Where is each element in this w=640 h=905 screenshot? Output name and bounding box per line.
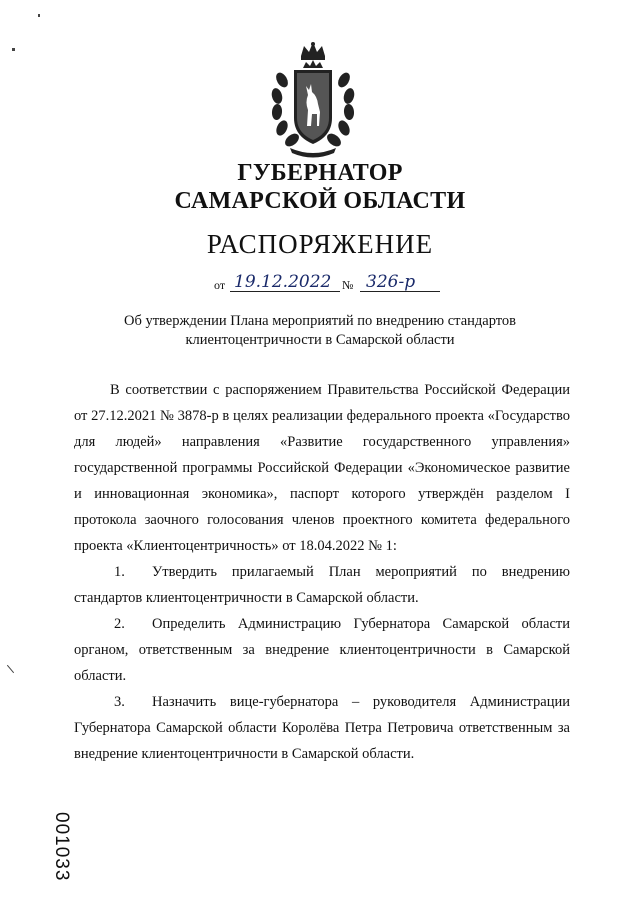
item-text: Утвердить прилагаемый План мероприятий по внедрению стандартов клиентоцентричности в Самарской области. xyxy=(74,564,570,606)
margin-registration-number: 001033 xyxy=(51,812,72,882)
document-date: 19.12.2022 xyxy=(234,272,332,292)
document-body xyxy=(74,377,570,767)
coat-of-arms-icon xyxy=(268,40,358,158)
subject-line2: клиентоцентричности в Самарской области xyxy=(185,332,455,348)
date-number-line xyxy=(214,272,444,294)
document-number: 326-р xyxy=(366,272,416,292)
issuer-title-line2: САМАРСКОЙ ОБЛАСТИ xyxy=(174,188,466,214)
number-label: № xyxy=(342,278,354,292)
issuer-title-line1: ГУБЕРНАТОР xyxy=(237,160,403,186)
scan-speck xyxy=(7,665,14,673)
item-number: 3. xyxy=(114,694,125,710)
item-text: Определить Администрацию Губернатора Самарской области органом, ответственным за внедрение клиентоцентричности в Самарской области. xyxy=(74,616,570,684)
list-item xyxy=(74,611,570,689)
list-item xyxy=(74,689,570,767)
scan-speck xyxy=(38,14,40,17)
list-item xyxy=(74,559,570,611)
item-text: Назначить вице-губернатора – руководителя Администрации Губернатора Самарской области Королёва Петра Петровича ответственным за внедрение клиентоцентричности в Самарской области. xyxy=(74,694,570,762)
document-subject xyxy=(70,312,570,350)
scan-speck xyxy=(12,48,15,51)
date-from-label: от xyxy=(214,278,226,292)
document-type-title: РАСПОРЯЖЕНИЕ xyxy=(206,229,434,259)
subject-line1: Об утверждении Плана мероприятий по внедрению стандартов xyxy=(123,313,517,329)
preamble-paragraph: В соответствии с распоряжением Правительства Российской Федерации от 27.12.2021 № 3878-р в целях реализации федерального проекта «Государство для людей» направления «Развитие государственного управления» государственной программы Российской Федерации «Экономическое развитие и инновационная экономика», паспорт которого утверждён разделом I протокола заочного голосования членов проектного комитета федерального проекта «Клиентоцентричность» от 18.04.2022 № 1: xyxy=(74,382,570,554)
item-number: 1. xyxy=(114,564,125,580)
item-number: 2. xyxy=(114,616,125,632)
